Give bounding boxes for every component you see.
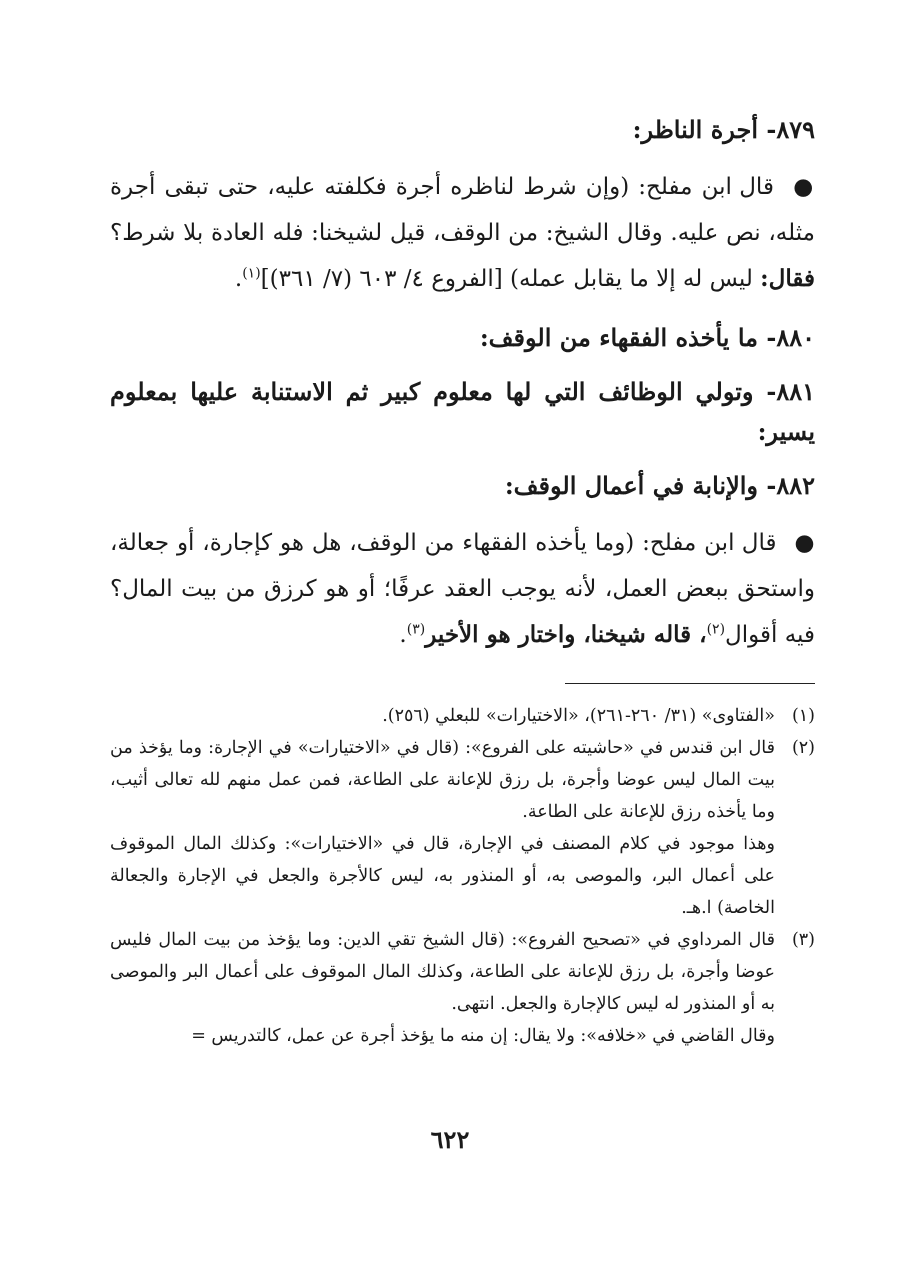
heading-880: ٨٨٠- ما يأخذه الفقهاء من الوقف: bbox=[479, 323, 815, 352]
footnote-number: (١) bbox=[791, 706, 815, 726]
heading-881: ٨٨١- وتولي الوظائف التي لها معلوم كبير ثم الاستنابة عليها بمعلوم يسير: bbox=[110, 377, 815, 446]
footnote-text: وقال القاضي في «خلافه»: ولا يقال: إن منه ما يؤخذ أجرة عن عمل، كالتدريس = bbox=[191, 1026, 775, 1046]
footnote-number: (٣) bbox=[791, 930, 815, 950]
footnote-number: (٢) bbox=[791, 738, 815, 758]
footnote-ref-3: (٣) bbox=[406, 621, 426, 638]
paragraph-879 bbox=[110, 164, 815, 302]
footnote-2 bbox=[110, 732, 815, 924]
footnote-3 bbox=[110, 924, 815, 1052]
footnote-body bbox=[110, 700, 775, 732]
main-text bbox=[110, 110, 815, 674]
heading-879: ٨٧٩- أجرة الناظر: bbox=[632, 115, 815, 144]
paragraph-882-end: . bbox=[399, 622, 407, 648]
footnote-ref-2: (٢) bbox=[706, 621, 726, 638]
footnote-text: «الفتاوى» (٣١/ ٢٦٠-٢٦١)، «الاختيارات» للبعلي (٢٥٦). bbox=[382, 706, 775, 726]
paragraph-879-end: . bbox=[234, 266, 243, 292]
footnote-divider bbox=[565, 683, 815, 684]
paragraph-882-text: قال ابن مفلح: (وما يأخذه الفقهاء من الوقف، هل هو كإجارة، أو جعالة، واستحق ببعض العمل، لأنه يوجب العقد عرفًا؛ أو هو كرزق من بيت المال؟ فيه أقوال bbox=[110, 530, 815, 648]
bullet-icon: ● bbox=[793, 174, 815, 200]
paragraph-879-bold: فقال: bbox=[760, 265, 815, 292]
footnote-body bbox=[110, 732, 775, 924]
footnote-ref-1: (١) bbox=[242, 265, 261, 282]
paragraph-879-tail: ليس له إلا ما يقابل عمله) [الفروع ٤/ ٦٠٣ (٧/ ٣٦١)] bbox=[260, 266, 753, 292]
paragraph-882 bbox=[110, 520, 815, 658]
footnote-body bbox=[110, 924, 775, 1052]
paragraph-879-text: قال ابن مفلح: (وإن شرط لناظره أجرة فكلفته عليه، حتى تبقى أجرة مثله، نص عليه. وقال الشيخ: من الوقف، قيل لشيخنا: فله العادة بلا شرط؟ bbox=[110, 174, 815, 246]
footnote-1 bbox=[110, 700, 815, 732]
bullet-icon: ● bbox=[794, 530, 815, 556]
footnotes bbox=[110, 700, 815, 1052]
paragraph-882-mid: ، قاله شيخنا، واختار هو الأخير bbox=[425, 621, 707, 648]
footnote-text: قال ابن قندس في «حاشيته على الفروع»: (قال في «الاختيارات» في الإجارة: وما يؤخذ من بيت المال ليس عوضا وأجرة، بل رزق للإعانة على الطاعة، فمن عمل منهم لله تعالى أثيب، وما يأخذه رزق للإعانة على الطاعة. bbox=[110, 738, 775, 822]
heading-882: ٨٨٢- والإنابة في أعمال الوقف: bbox=[504, 471, 815, 500]
footnote-text: وهذا موجود في كلام المصنف في الإجارة، قال في «الاختيارات»: وكذلك المال الموقوف على أعمال البر، والموصى به، أو المنذور به، ليس كالأجرة والجعل في الإجارة والجعالة الخاصة) ا.هـ. bbox=[110, 834, 775, 918]
page-number: ٦٢٢ bbox=[430, 1125, 470, 1154]
footnote-text: قال المرداوي في «تصحيح الفروع»: (قال الشيخ تقي الدين: وما يؤخذ من بيت المال فليس عوضا وأجرة، بل رزق للإعانة على الطاعة، وكذلك المال الموقوف على أعمال البر والموصى به أو المنذور له ليس كالإجارة والجعل. انتهى. bbox=[110, 930, 775, 1014]
